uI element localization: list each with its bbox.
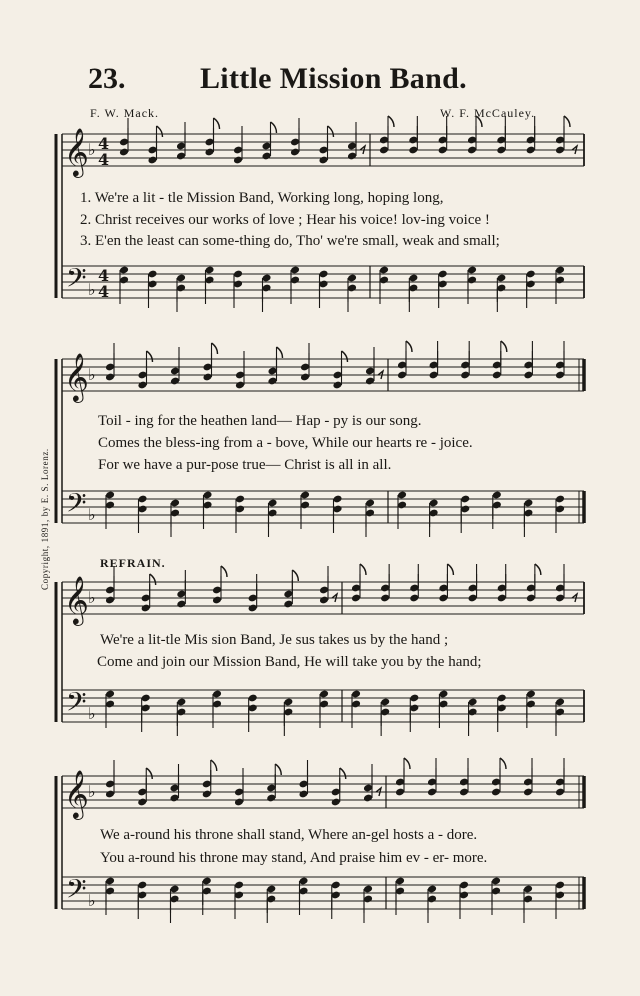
key-flat: ♭	[88, 505, 96, 524]
lyric-line: You a-round his throne may stand, And praise him ev - er- more.	[100, 850, 488, 866]
key-flat: ♭	[88, 365, 96, 384]
lyricist-credit: F. W. Mack.	[90, 106, 160, 120]
note-flag	[271, 122, 277, 133]
note-flag	[406, 341, 412, 352]
note-flag	[150, 574, 156, 585]
treble-clef: 𝄞	[64, 352, 89, 401]
lyric-line: 3. E'en the least can some-thing do, Tho' we're small, weak and small;	[80, 233, 500, 249]
note-flag	[564, 116, 570, 127]
treble-clef: 𝄞	[64, 127, 89, 176]
lyric-line: We're a lit-tle Mis sion Band, Je sus takes us by the hand ;	[100, 632, 449, 648]
time-signature: 4	[98, 150, 110, 169]
key-flat: ♭	[88, 704, 96, 723]
key-flat: ♭	[88, 140, 96, 159]
note-flag	[275, 764, 281, 775]
note-flag	[147, 351, 153, 362]
hymn-number: 23.	[88, 62, 126, 95]
key-flat: ♭	[88, 891, 96, 910]
note-flag	[157, 126, 163, 137]
time-signature: 4	[98, 282, 110, 301]
treble-clef: 𝄞	[64, 769, 89, 818]
note-flag	[342, 351, 348, 362]
lyric-line: 2. Christ receives our works of love ; Hear his voice! lov-ing voice !	[80, 212, 490, 228]
lyric-line: 1. We're a lit - tle Mission Band, Working long, hoping long,	[80, 190, 444, 206]
note-flag	[328, 126, 334, 137]
bass-clef: 𝄢	[66, 487, 87, 525]
note-flag	[340, 768, 346, 779]
copyright-notice: Copyright, 1891, by E. S. Lorenz.	[40, 448, 50, 590]
note-flag	[447, 564, 453, 575]
note-flag	[360, 564, 366, 575]
note-flag	[500, 758, 506, 769]
note-flag	[388, 116, 394, 127]
treble-clef: 𝄞	[64, 575, 89, 624]
note-flag	[277, 347, 283, 358]
refrain-label: REFRAIN.	[100, 556, 166, 570]
key-flat: ♭	[88, 280, 96, 299]
note-flag	[292, 570, 298, 581]
note-flag	[535, 564, 541, 575]
bass-clef: 𝄢	[66, 686, 87, 724]
time-signature: 4	[98, 134, 110, 153]
note-flag	[404, 758, 410, 769]
note-flag	[476, 116, 482, 127]
note-flag	[501, 341, 507, 352]
note-flag	[221, 566, 227, 577]
hymn-title: Little Mission Band.	[200, 62, 467, 95]
composer-credit: W. F. McCauley.	[440, 106, 536, 120]
lyric-line: Come and join our Mission Band, He will take you by the hand;	[97, 654, 482, 670]
lyric-line: Toil - ing for the heathen land— Hap - py is our song.	[98, 413, 422, 429]
lyric-line: We a-round his throne shall stand, Where an-gel hosts a - dore.	[100, 827, 478, 843]
note-flag	[212, 343, 218, 354]
key-flat: ♭	[88, 782, 96, 801]
note-flag	[146, 768, 152, 779]
note-flag	[214, 118, 220, 129]
key-flat: ♭	[88, 588, 96, 607]
lyric-line: Comes the bless-ing from a - bove, While our hearts re - joice.	[98, 435, 473, 451]
bass-clef: 𝄢	[66, 262, 87, 300]
time-signature: 4	[98, 266, 110, 285]
note-flag	[211, 760, 217, 771]
lyric-line: For we have a pur-pose true— Christ is all in all.	[98, 457, 392, 473]
bass-clef: 𝄢	[66, 873, 87, 911]
